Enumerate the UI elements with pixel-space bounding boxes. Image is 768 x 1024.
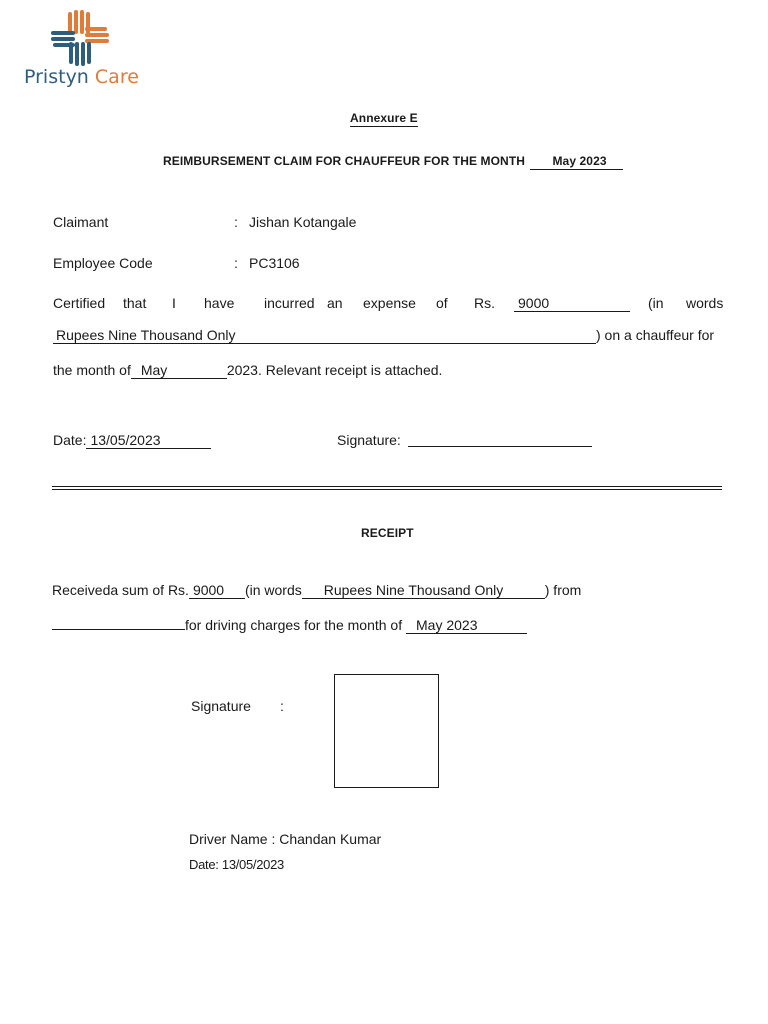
- certification-word: Rs.: [474, 295, 495, 311]
- certification-word: that: [123, 295, 147, 311]
- receipt-date: Date: 13/05/2023: [189, 857, 284, 872]
- employee-code-value: PC3106: [249, 255, 300, 271]
- certification-word: (in: [648, 295, 664, 311]
- certification-word: of: [436, 295, 448, 311]
- receipt-payer-blank: [52, 629, 185, 630]
- certification-line2-suffix: ) on a chauffeur for: [596, 327, 715, 343]
- signature-line: [408, 446, 592, 447]
- plus-cross-logo-icon: [51, 10, 109, 66]
- date-value: 13/05/2023: [86, 433, 211, 449]
- claimant-label: Claimant: [53, 214, 109, 230]
- certification-line3-suffix: 2023. Relevant receipt is attached.: [226, 362, 443, 378]
- receipt-text-from: ) from: [544, 582, 582, 598]
- certification-word: an: [327, 295, 343, 311]
- certification-month: May: [131, 363, 227, 379]
- certification-word: have: [204, 295, 235, 311]
- receipt-signature-colon: :: [280, 698, 284, 714]
- receipt-month: May 2023: [406, 618, 527, 634]
- claimant-value: Jishan Kotangale: [249, 214, 357, 230]
- receipt-text-in-words: (in words: [244, 582, 302, 598]
- claimant-colon: :: [234, 214, 238, 230]
- receipt-text-received: Receiveda sum of Rs.: [52, 582, 189, 598]
- date-label: Date:: [53, 432, 87, 448]
- receipt-amount: 9000: [189, 583, 245, 599]
- driver-name: Driver Name : Chandan Kumar: [189, 831, 382, 847]
- receipt-signature-label: Signature: [191, 698, 251, 714]
- certification-amount-words: Rupees Nine Thousand Only: [53, 328, 596, 344]
- divider-line-top: [52, 486, 722, 487]
- logo-word-pristyn: Pristyn: [24, 66, 89, 88]
- employee-code-colon: :: [234, 255, 238, 271]
- employee-code-label: Employee Code: [53, 255, 153, 271]
- receipt-amount-words: Rupees Nine Thousand Only: [302, 583, 545, 599]
- claim-month: May 2023: [530, 154, 622, 170]
- certification-line3-prefix: the month of: [53, 362, 131, 378]
- certification-word: I: [172, 295, 176, 311]
- certification-word: expense: [363, 295, 416, 311]
- certification-word: incurred: [264, 295, 315, 311]
- certification-word: Certified: [53, 295, 106, 311]
- signature-label: Signature:: [337, 432, 401, 448]
- certification-word: words: [686, 295, 724, 311]
- receipt-title: RECEIPT: [361, 526, 414, 540]
- logo-word-care: Care: [94, 66, 139, 88]
- annexure-title: Annexure E: [350, 111, 418, 125]
- receipt-text-driving-charges: for driving charges for the month of: [185, 617, 403, 633]
- signature-box: [334, 674, 439, 788]
- claim-title: REIMBURSEMENT CLAIM FOR CHAUFFEUR FOR THE MONTH: [163, 154, 526, 168]
- logo: [24, 10, 144, 90]
- certification-amount: 9000: [514, 296, 630, 312]
- divider-line-bottom: [52, 489, 722, 490]
